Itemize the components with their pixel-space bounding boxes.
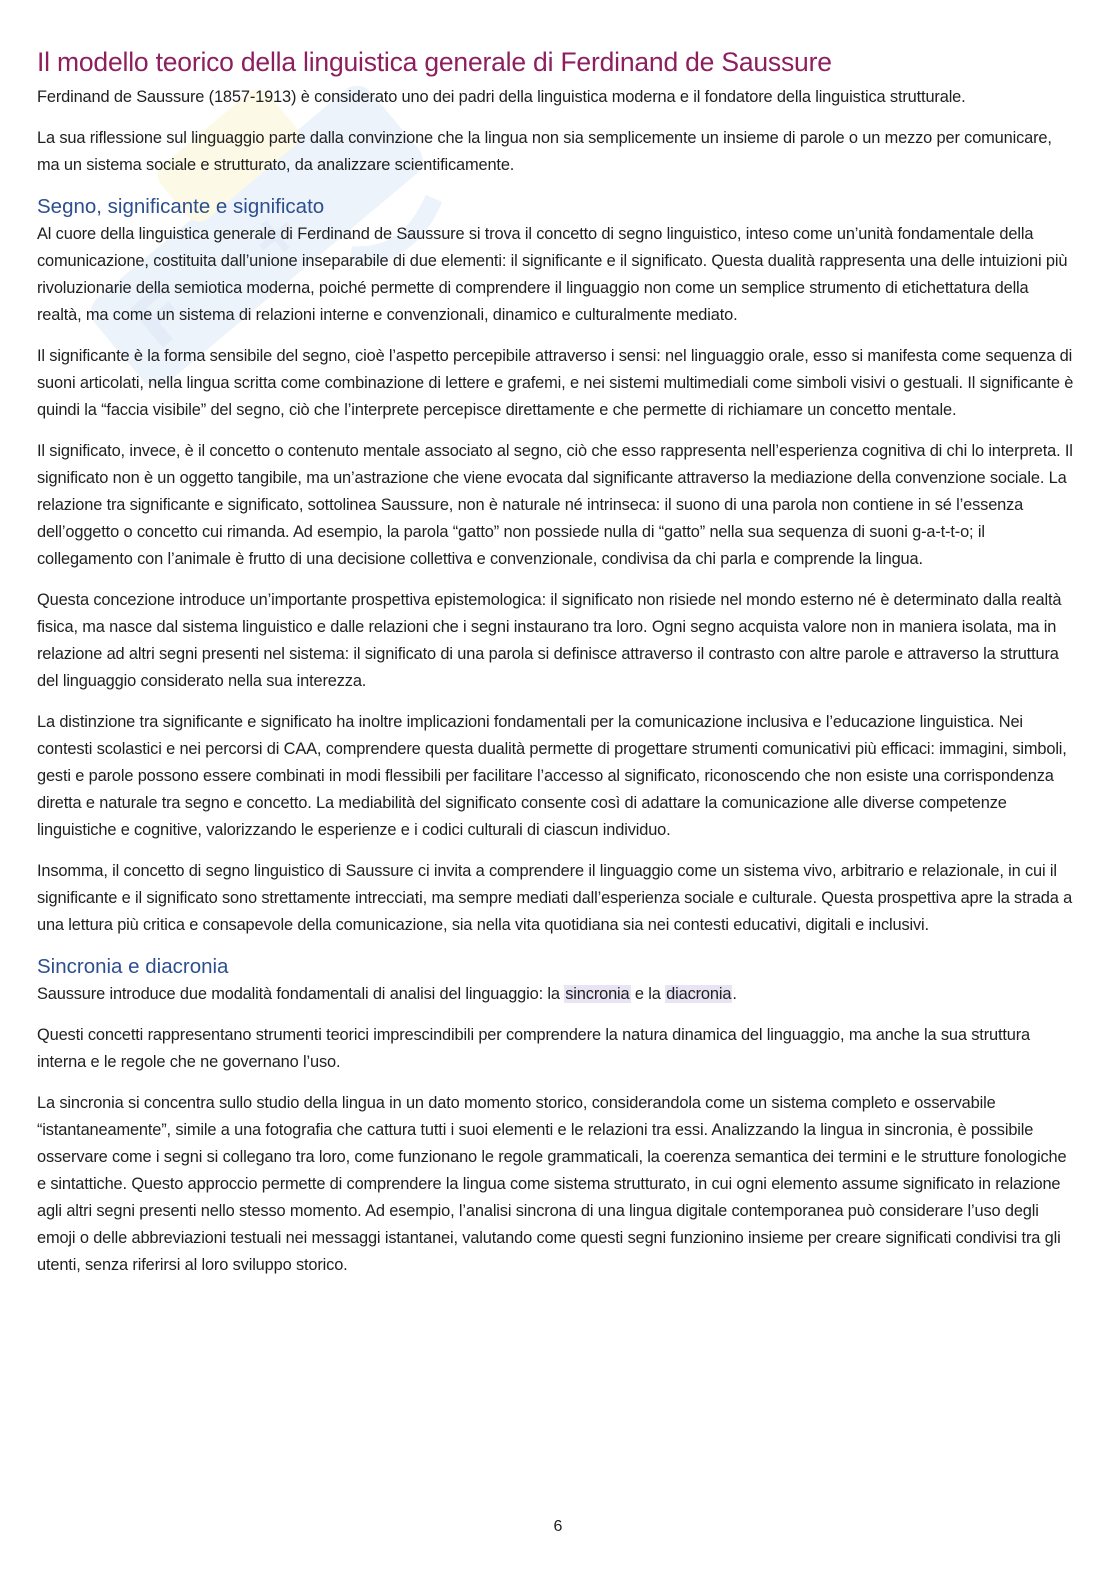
sincronia-paragraph-2: Questi concetti rappresentano strumenti teorici imprescindibili per comprendere la natura dinamica del linguaggio, ma anche la sua struttura interna e le regole che ne governano l’uso. — [37, 1026, 1031, 1071]
page-number: 6 — [553, 1518, 563, 1535]
segno-paragraph-1: Al cuore della linguistica generale di Ferdinand de Saussure si trova il concetto di segno linguistico, inteso come un’unità fondamentale della comunicazione, costituita dall’unione inseparabile di due elementi: il significante e il significato. Questa dualità rappresenta una delle intuizioni più rivoluzionarie della semiotica moderna, poiché permette di comprendere il linguaggio non come un semplice strumento di etichettatura della realtà, ma come un sistema di relazioni interne e convenzionali, dinamico e culturalmente mediato. — [37, 225, 1068, 324]
section-heading-segno: Segno, significante e significato — [37, 195, 325, 218]
highlighted-term-sincronia: sincronia — [565, 985, 630, 1003]
sincronia-paragraph-3: La sincronia si concentra sullo studio della lingua in un dato momento storico, considerandola come un sistema completo e osservabile “istantaneamente”, simile a una fotografia che cattura tutti i suoi elementi e le relazioni tra essi. Analizzando la lingua in sincronia, è possibile osservare come i segni si collegano tra loro, come funzionano le regole grammaticali, la coerenza semantica dei termini e le strutture fonologiche e sintattiche. Questo approccio permette di comprendere la lingua come sistema strutturato, in cui ogni elemento assume significato in relazione agli altri segni presenti nello stesso momento. Ad esempio, l’analisi sincrona di una lingua digitale contemporanea può considerare l’uso degli emoji o delle abbreviazioni testuali nei messaggi istantanei, valutando come questi segni funzionino insieme per creare significati condivisi tra gli utenti, senza riferirsi al loro sviluppo storico. — [37, 1094, 1067, 1274]
document-body — [37, 44, 1077, 1293]
intro-paragraph-1: Ferdinand de Saussure (1857-1913) è considerato uno dei padri della linguistica moderna e il fondatore della linguistica strutturale. — [37, 88, 966, 106]
intro-paragraph-2: La sua riflessione sul linguaggio parte dalla convinzione che la lingua non sia semplicemente un insieme di parole o un mezzo per comunicare, ma un sistema sociale e strutturato, da analizzare scientificamente. — [37, 129, 1052, 174]
highlighted-term-diacronia: diacronia — [666, 985, 732, 1003]
sincronia-intro-text-middle: e la — [630, 985, 666, 1003]
segno-paragraph-6: Insomma, il concetto di segno linguistico di Saussure ci invita a comprendere il linguaggio come un sistema vivo, arbitrario e relazionale, in cui il significante e il significato sono strettamente intrecciati, ma sempre mediati dall’esperienza sociale e culturale. Questa prospettiva apre la strada a una lettura più critica e consapevole della comunicazione, sia nella vita quotidiana sia nei contesti educativi, digitali e inclusivi. — [37, 862, 1073, 934]
segno-paragraph-4: Questa concezione introduce un’importante prospettiva epistemologica: il significato non risiede nel mondo esterno né è determinato dalla realtà fisica, ma nasce dal sistema linguistico e dalle relazioni che i segni instaurano tra loro. Ogni segno acquista valore non in maniera isolata, ma in relazione ad altri segni presenti nel sistema: il significato di una parola si definisce attraverso il contrasto con altre parole e attraverso la struttura del linguaggio considerato nella sua interezza. — [37, 591, 1062, 690]
svg-text:F: F — [116, 271, 206, 365]
sincronia-intro-text-before: Saussure introduce due modalità fondamentali di analisi del linguaggio: la — [37, 985, 565, 1003]
segno-paragraph-5: La distinzione tra significante e significato ha inoltre implicazioni fondamentali per la comunicazione inclusiva e l’educazione linguistica. Nei contesti scolastici e nei percorsi di CAA, comprendere questa dualità permette di progettare strumenti comunicativi più efficaci: immagini, simboli, gesti e parole possono essere combinati in modi flessibili per facilitare l’accesso al significato, riconoscendo che non esiste una corrispondenza diretta e naturale tra segno e concetto. La mediabilità del significato consente così di adattare la comunicazione alle diverse competenze linguistiche e cognitive, valorizzando le esperienze e i codici culturali di ciascun individuo. — [37, 713, 1067, 839]
sincronia-intro-text-after: . — [732, 985, 737, 1003]
document-title: Il modello teorico della linguistica generale di Ferdinand de Saussure — [37, 47, 832, 77]
section-heading-sincronia: Sincronia e diacronia — [37, 955, 229, 978]
segno-paragraph-2: Il significante è la forma sensibile del segno, cioè l’aspetto percepibile attraverso i sensi: nel linguaggio orale, esso si manifesta come sequenza di suoni articolati, nella lingua scritta come combinazione di lettere e grafemi, e nei sistemi multimediali come simboli visivi o gestuali. Il significante è quindi la “faccia visibile” del segno, ciò che l’interprete percepisce direttamente e che permette di richiamare un concetto mentale. — [37, 347, 1074, 419]
sincronia-intro-paragraph — [37, 981, 1077, 1008]
svg-text:+: + — [233, 192, 315, 277]
segno-paragraph-3: Il significato, invece, è il concetto o contenuto mentale associato al segno, ciò che esso rappresenta nell’esperienza cognitiva di chi lo interpreta. Il significato non è un oggetto tangibile, ma un’astrazione che viene evocata dal significante attraverso la mediazione della convenzione sociale. La relazione tra significante e significato, sottolinea Saussure, non è naturale né intrinseca: il suono di una parola non contiene in sé l’essenza dell’oggetto o concetto cui rimanda. Ad esempio, la parola “gatto” non possiede nulla di “gatto” nella sua sequenza di suoni g-a-t-t-o; il collegamento con l’animale è frutto di una decisione collettiva e convenzionale, condivisa da chi parla e comprende la lingua. — [37, 442, 1073, 568]
